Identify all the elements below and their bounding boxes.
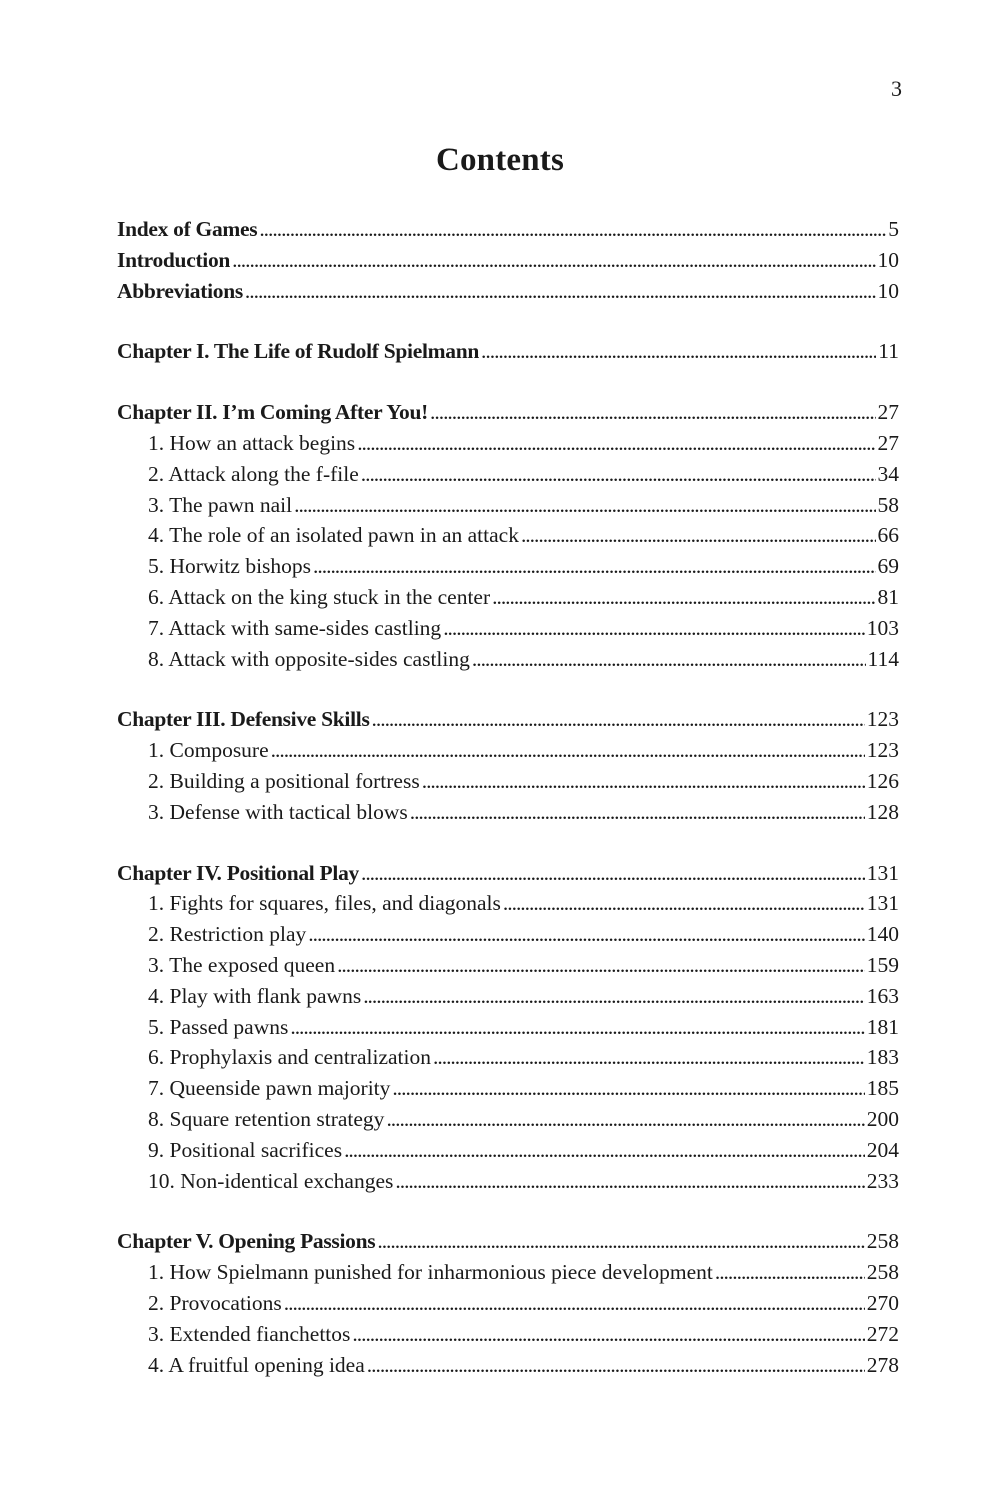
toc-section-entry: [117, 950, 899, 981]
toc-entry-page: 5: [888, 217, 899, 241]
toc-entry-page: 131: [866, 891, 899, 916]
toc-section-entry: [117, 919, 899, 950]
dot-leader: [503, 888, 865, 919]
toc-entry-page: 270: [866, 1290, 899, 1315]
toc-section-entry: [117, 1257, 899, 1288]
toc-group: [117, 1226, 899, 1380]
toc-entry-label: Chapter I. The Life of Rudolf Spielmann: [117, 339, 480, 364]
toc-entry-label: 6. Attack on the king stuck in the center: [148, 584, 491, 609]
toc-entry-page: 10: [877, 278, 899, 303]
toc-entry-page: 126: [866, 768, 899, 793]
toc-section-entry: [117, 1288, 899, 1319]
toc-section-entry: [117, 1135, 899, 1166]
toc-entry-label: 7. Queenside pawn majority: [148, 1076, 391, 1101]
dot-leader: [433, 1042, 865, 1073]
dot-leader: [492, 582, 875, 613]
toc-entry-label: 4. The role of an isolated pawn in an attack: [148, 523, 519, 548]
toc-entry-page: 128: [866, 799, 899, 824]
toc-section-entry: [117, 459, 899, 490]
toc-chapter-entry: [117, 858, 899, 889]
dot-leader: [337, 950, 865, 981]
toc-entry-page: 183: [866, 1045, 899, 1070]
toc-entry-page: 185: [866, 1076, 899, 1101]
toc-entry-page: 11: [878, 339, 899, 364]
toc-chapter-entry: [117, 704, 899, 735]
toc-group: [117, 214, 899, 306]
dot-leader: [377, 1226, 864, 1257]
dot-leader: [361, 459, 876, 490]
toc-section-entry: [117, 613, 899, 644]
dot-leader: [259, 214, 886, 245]
toc-entry-label: Chapter V. Opening Passions: [117, 1229, 376, 1254]
toc-section-entry: [117, 1042, 899, 1073]
dot-leader: [352, 1319, 864, 1350]
toc-entry-label: 6. Prophylaxis and centralization: [148, 1045, 432, 1070]
toc-section-entry: [117, 1073, 899, 1104]
toc-entry-page: 103: [866, 615, 899, 640]
toc-entry-label: 2. Building a positional fortress: [148, 768, 420, 793]
toc-entry-page: 27: [877, 400, 899, 425]
dot-leader: [521, 520, 876, 551]
dot-leader: [481, 336, 876, 367]
toc-entry-page: 278: [866, 1352, 899, 1377]
dot-leader: [395, 1166, 864, 1197]
toc-entry-label: 4. A fruitful opening idea: [148, 1352, 365, 1377]
toc-entry-label: 10. Non-identical exchanges: [148, 1168, 394, 1193]
toc-chapter-entry: [117, 1226, 899, 1257]
dot-leader: [357, 428, 875, 459]
toc-group: [117, 858, 899, 1197]
toc-entry-label: 2. Attack along the f-file: [148, 461, 359, 486]
page-title: Contents: [435, 142, 565, 178]
dot-leader: [232, 245, 875, 276]
toc-entry-label: 1. Fights for squares, files, and diagonals: [148, 891, 501, 916]
toc-entry-page: 200: [866, 1106, 899, 1131]
toc-entry-label: 3. Extended fianchettos: [148, 1321, 351, 1346]
toc-entry-label: 2. Provocations: [148, 1290, 282, 1315]
page-number: 3: [891, 76, 902, 101]
dot-leader: [284, 1288, 865, 1319]
toc-section-entry: [117, 797, 899, 828]
toc-entry-label: Chapter III. Defensive Skills: [117, 707, 370, 732]
toc-entry-label: Chapter II. I’m Coming After You!: [117, 400, 429, 425]
toc-section-entry: [117, 428, 899, 459]
toc-entry-page: 58: [877, 492, 899, 517]
toc-section-entry: [117, 1166, 899, 1197]
toc-chapter-entry: [117, 214, 899, 245]
toc-chapter-entry: [117, 336, 899, 367]
toc-entry-label: 4. Play with flank pawns: [148, 983, 362, 1008]
dot-leader: [290, 1012, 864, 1043]
toc-entry-label: 8. Attack with opposite-sides castling: [148, 646, 470, 671]
toc-entry-page: 272: [866, 1321, 899, 1346]
toc-entry-label: Index of Games: [117, 217, 258, 241]
toc-entry-label: 1. Composure: [148, 738, 269, 763]
toc-entry-label: 3. The exposed queen: [148, 952, 336, 977]
dot-leader: [410, 797, 865, 828]
dot-leader: [361, 858, 865, 889]
dot-leader: [392, 1073, 864, 1104]
toc-entry-page: 66: [877, 523, 899, 548]
toc-entry-label: Abbreviations: [117, 278, 243, 303]
toc-entry-page: 233: [866, 1168, 899, 1193]
toc-group: [117, 397, 899, 674]
toc-entry-page: 81: [877, 584, 899, 609]
toc-section-entry: [117, 1104, 899, 1135]
toc-entry-label: 5. Passed pawns: [148, 1014, 289, 1039]
toc-entry-page: 10: [877, 247, 899, 272]
toc-entry-page: 258: [866, 1260, 899, 1285]
toc-entry-page: 123: [866, 738, 899, 763]
toc-entry-page: 123: [866, 707, 899, 732]
toc-entry-page: 69: [877, 554, 899, 579]
toc-group: [117, 336, 899, 367]
dot-leader: [472, 644, 866, 675]
toc-section-entry: [117, 1012, 899, 1043]
dot-leader: [294, 490, 875, 521]
toc-entry-label: 7. Attack with same-sides castling: [148, 615, 442, 640]
toc-section-entry: [117, 644, 899, 675]
dot-leader: [422, 766, 865, 797]
dot-leader: [363, 981, 865, 1012]
toc-section-entry: [117, 766, 899, 797]
toc-section-entry: [117, 1350, 899, 1381]
dot-leader: [715, 1257, 865, 1288]
toc-entry-label: 3. The pawn nail: [148, 492, 293, 517]
toc-section-entry: [117, 888, 899, 919]
toc-entry-page: 114: [867, 646, 899, 671]
toc-entry-label: 1. How an attack begins: [148, 430, 356, 455]
toc-section-entry: [117, 1319, 899, 1350]
toc-entry-label: Introduction: [117, 247, 231, 272]
toc-section-entry: [117, 490, 899, 521]
dot-leader: [344, 1135, 865, 1166]
dot-leader: [308, 919, 865, 950]
toc-chapter-entry: [117, 397, 899, 428]
dot-leader: [313, 551, 875, 582]
toc-section-entry: [117, 582, 899, 613]
dot-leader: [430, 397, 875, 428]
dot-leader: [386, 1104, 864, 1135]
toc-chapter-entry: [117, 276, 899, 307]
dot-leader: [443, 613, 865, 644]
dot-leader: [367, 1350, 865, 1381]
toc-entry-label: Chapter IV. Positional Play: [117, 860, 359, 885]
toc-entry-page: 258: [866, 1229, 899, 1254]
toc-section-entry: [117, 735, 899, 766]
toc-entry-page: 131: [866, 860, 899, 885]
toc-entry-page: 159: [866, 952, 899, 977]
toc-section-entry: [117, 981, 899, 1012]
toc-group: [117, 704, 899, 827]
toc-entry-label: 3. Defense with tactical blows: [148, 799, 408, 824]
toc-entry-page: 181: [866, 1014, 899, 1039]
toc-chapter-entry: [117, 245, 899, 276]
toc-entry-label: 2. Restriction play: [148, 922, 307, 947]
toc-entry-page: 34: [877, 461, 899, 486]
toc-section-entry: [117, 520, 899, 551]
toc-section-entry: [117, 551, 899, 582]
dot-leader: [372, 704, 865, 735]
dot-leader: [245, 276, 876, 307]
toc-entry-page: 140: [866, 922, 899, 947]
toc-entry-label: 9. Positional sacrifices: [148, 1137, 343, 1162]
toc-entry-label: 1. How Spielmann punished for inharmonious piece development: [148, 1260, 713, 1285]
toc-entry-page: 204: [866, 1137, 899, 1162]
dot-leader: [271, 735, 865, 766]
table-of-contents: [117, 214, 899, 1410]
toc-entry-page: 163: [866, 983, 899, 1008]
toc-entry-label: 5. Horwitz bishops: [148, 554, 312, 579]
toc-entry-label: 8. Square retention strategy: [148, 1106, 385, 1131]
toc-entry-page: 27: [877, 430, 899, 455]
